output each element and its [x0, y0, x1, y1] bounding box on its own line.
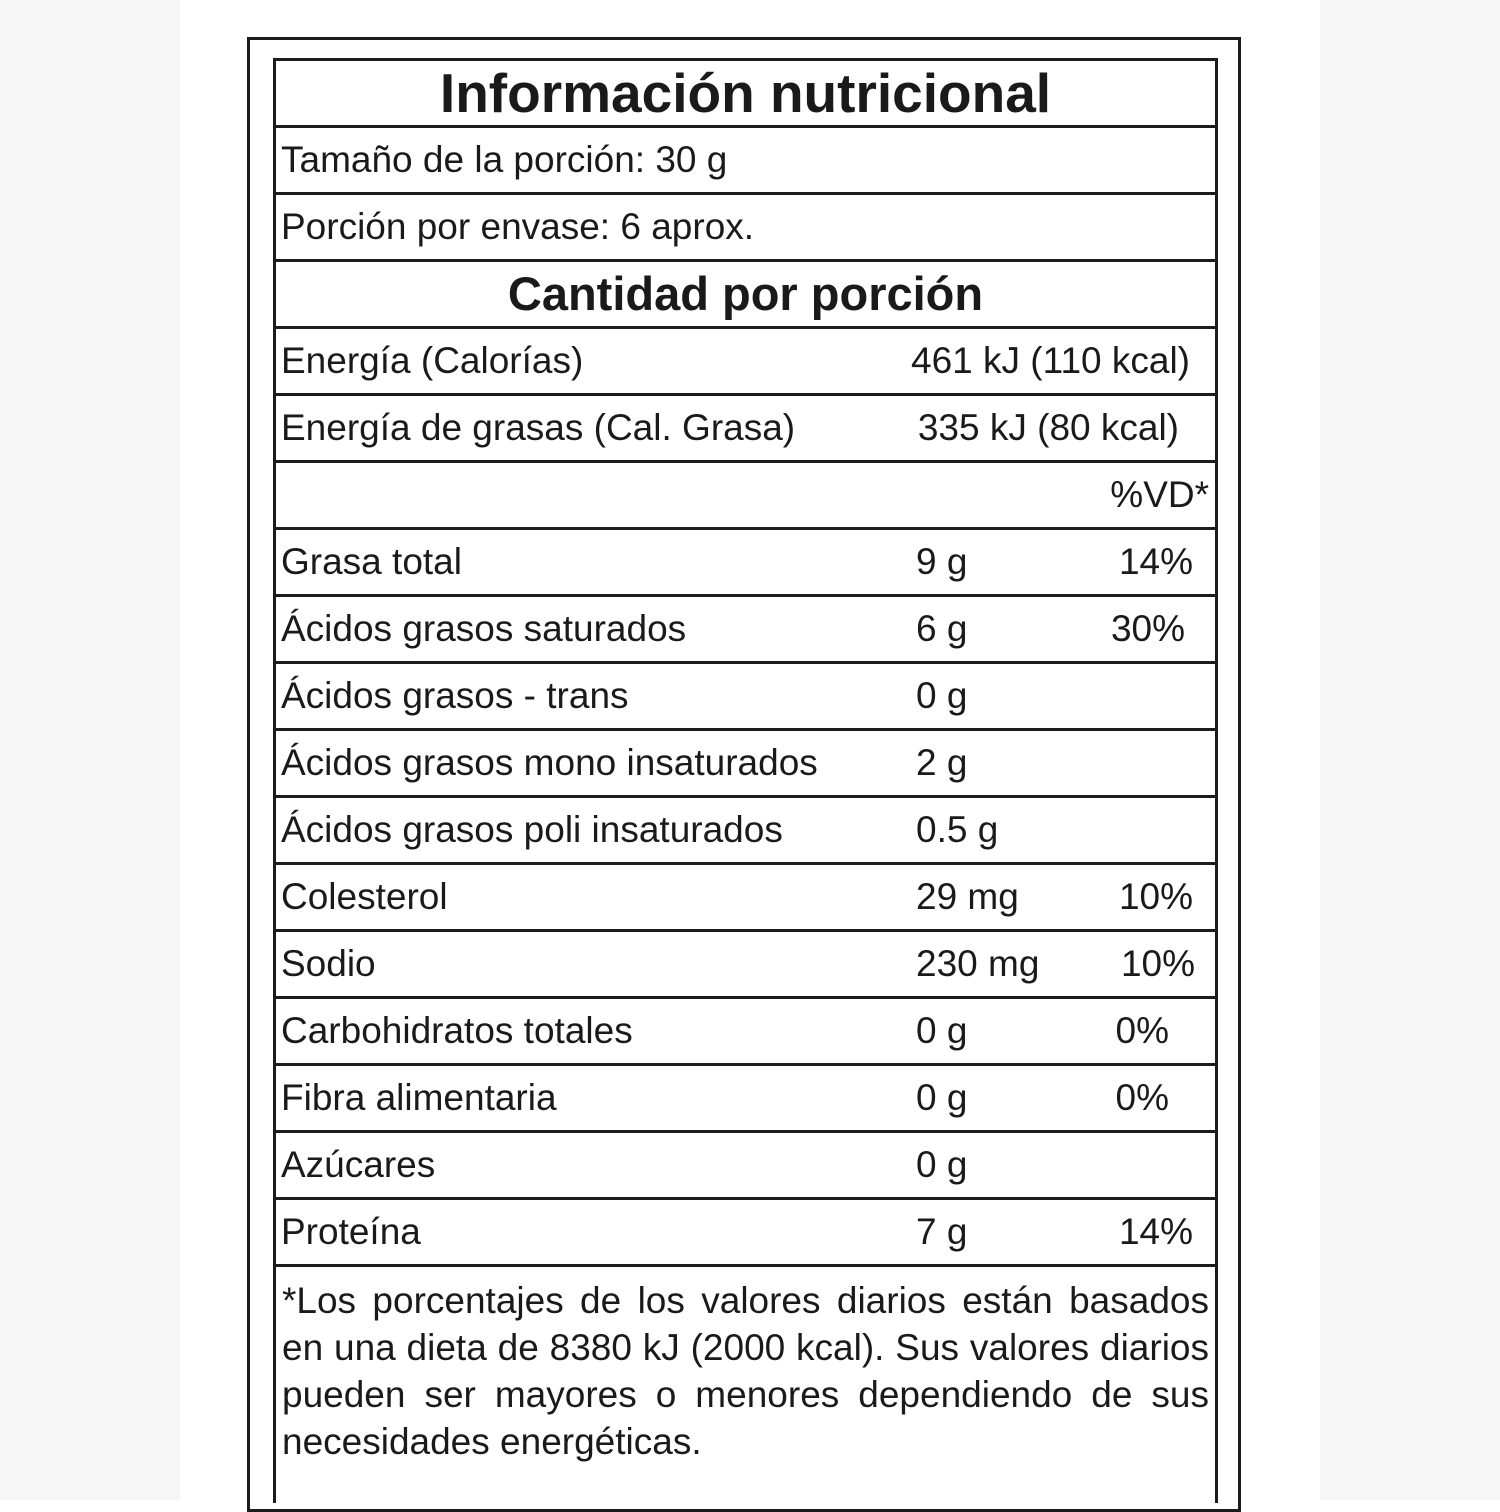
daily-value-footnote: *Los porcentajes de los valores diarios están basados en una dieta de 8380 kJ (2000 kcal). Sus valores diarios pueden ser mayores o menores dependiendo de sus necesidades energéticas.	[282, 1280, 1209, 1462]
nutrient-row	[276, 1133, 1215, 1200]
nutrient-row	[276, 731, 1215, 798]
nutrient-row	[276, 1200, 1215, 1267]
nutrient-dv: 0%	[1115, 1010, 1169, 1051]
energy-fat-row	[276, 396, 1215, 463]
nutrient-name: Sodio	[281, 943, 376, 984]
energy-fat-label: Energía de grasas (Cal. Grasa)	[281, 407, 796, 448]
servings-per-container-row	[276, 195, 1215, 262]
background-strip-right	[1320, 0, 1500, 1500]
nutrient-name: Ácidos grasos - trans	[281, 675, 629, 716]
nutrient-row	[276, 1066, 1215, 1133]
dv-header: %VD*	[1110, 474, 1209, 515]
nutrient-dv: 10%	[1120, 943, 1195, 984]
nutrient-dv: 30%	[1110, 608, 1185, 649]
nutrient-name: Proteína	[281, 1211, 421, 1252]
nutrient-dv: 14%	[1118, 1211, 1193, 1252]
nutrient-amount: 2 g	[916, 742, 968, 783]
nutrient-name: Grasa total	[281, 541, 462, 582]
nutrient-amount: 0.5 g	[916, 809, 999, 850]
nutrient-amount: 7 g	[916, 1211, 968, 1252]
nutrient-name: Ácidos grasos poli insaturados	[281, 809, 783, 850]
energy-row	[276, 329, 1215, 396]
energy-label: Energía (Calorías)	[281, 340, 584, 381]
nutrition-facts-table	[273, 58, 1218, 1503]
background-strip-left	[0, 0, 180, 1500]
serving-size: Tamaño de la porción: 30 g	[281, 139, 728, 180]
nutrient-amount: 230 mg	[916, 943, 1040, 984]
nutrient-amount: 29 mg	[916, 876, 1019, 917]
amount-per-serving-heading: Cantidad por porción	[507, 267, 984, 320]
energy-value: 461 kJ (110 kcal)	[911, 340, 1190, 381]
label-title: Información nutricional	[439, 62, 1052, 124]
dv-header-row	[276, 463, 1215, 530]
nutrient-dv: 10%	[1118, 876, 1193, 917]
nutrient-name: Fibra alimentaria	[281, 1077, 557, 1118]
nutrient-row	[276, 999, 1215, 1066]
nutrient-amount: 0 g	[916, 1010, 968, 1051]
nutrient-dv: 14%	[1118, 541, 1193, 582]
nutrient-dv: 0%	[1115, 1077, 1169, 1118]
nutrient-amount: 0 g	[916, 675, 968, 716]
nutrient-row	[276, 932, 1215, 999]
nutrient-name: Carbohidratos totales	[281, 1010, 633, 1051]
nutrient-name: Ácidos grasos mono insaturados	[281, 742, 818, 783]
nutrient-name: Ácidos grasos saturados	[281, 608, 687, 649]
nutrient-amount: 0 g	[916, 1077, 968, 1118]
nutrient-row	[276, 865, 1215, 932]
nutrient-row	[276, 530, 1215, 597]
servings-per-container: Porción por envase: 6 aprox.	[281, 206, 755, 247]
nutrient-amount: 9 g	[916, 541, 968, 582]
nutrient-amount: 0 g	[916, 1144, 968, 1185]
nutrient-name: Colesterol	[281, 876, 448, 917]
nutrient-row	[276, 798, 1215, 865]
nutrient-amount: 6 g	[916, 608, 968, 649]
nutrient-row	[276, 597, 1215, 664]
nutrient-row	[276, 664, 1215, 731]
nutrient-name: Azúcares	[281, 1144, 436, 1185]
energy-fat-value: 335 kJ (80 kcal)	[917, 407, 1179, 448]
amount-per-serving-row	[276, 262, 1215, 329]
title-row	[276, 61, 1215, 128]
serving-size-row	[276, 128, 1215, 195]
